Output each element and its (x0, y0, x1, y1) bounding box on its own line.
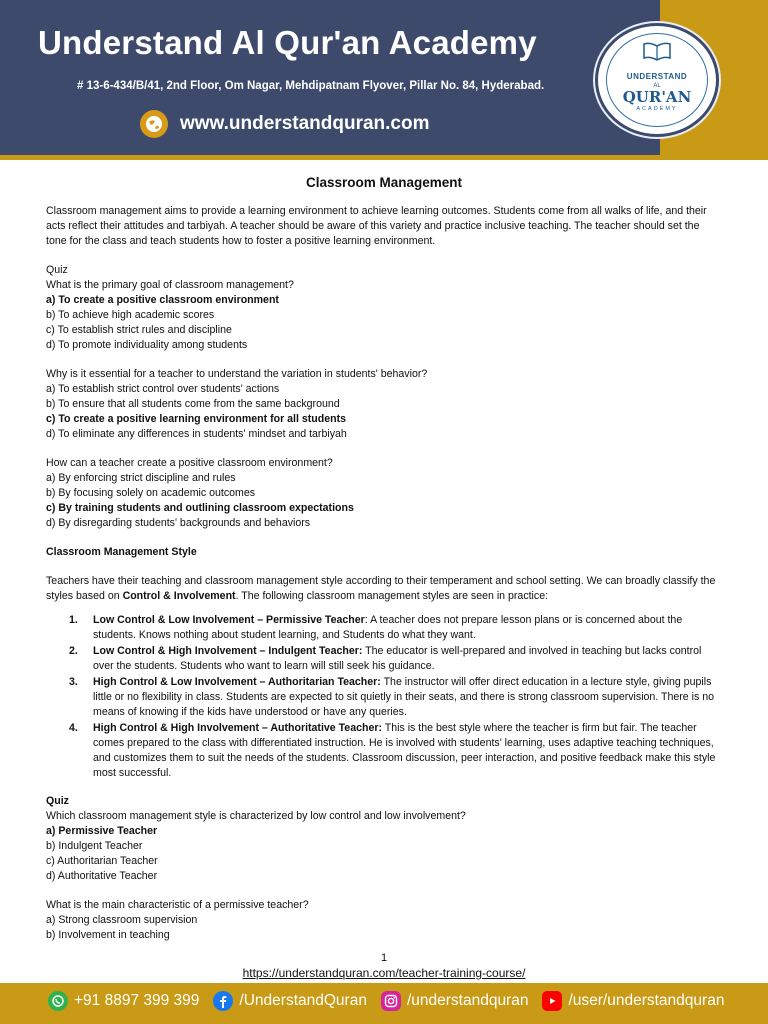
website-url[interactable]: www.understandquran.com (180, 113, 430, 134)
quiz-question: Which classroom management style is characterized by low control and low involvement? (46, 810, 466, 822)
instagram-icon (381, 991, 401, 1011)
document-body (46, 174, 722, 943)
quiz-option: a) To establish strict control over students' actions (46, 383, 280, 395)
quiz-label: Quiz (46, 264, 68, 276)
quiz-block (46, 898, 722, 943)
quiz-option: b) Indulgent Teacher (46, 840, 143, 852)
style-item: 1. Low Control & Low Involvement – Permissive Teacher: A teacher does not prepare lesson plans or is concerned about the students. Knows nothing about student learning, and Students do what they want. (69, 614, 683, 641)
quiz-question: What is the primary goal of classroom management? (46, 279, 294, 291)
page-number: 1 (380, 952, 388, 964)
quiz-block (46, 456, 722, 531)
section-heading: Classroom Management Style (46, 546, 197, 558)
contact-footer (0, 983, 768, 1024)
quiz-option: d) Authoritative Teacher (46, 870, 158, 882)
instagram-handle[interactable]: /understandquran (406, 992, 529, 1009)
youtube-icon (542, 991, 562, 1011)
style-item: 3. High Control & Low Involvement – Authoritarian Teacher: The instructor will offer direct education in a lecture style, giving pupils little or no flexibility in class. Students are expected to sit quietly in their seats, and there is strong classroom supervision. There is no means of knowing if the kids have understood or have any queries. (69, 676, 715, 718)
phone-number[interactable]: +91 8897 399 399 (74, 992, 200, 1009)
style-list (46, 613, 722, 781)
facebook-icon (213, 991, 233, 1011)
quiz-option: a) By enforcing strict discipline and rules (46, 472, 236, 484)
quiz-option-correct: c) To create a positive learning environment for all students (46, 413, 347, 425)
quiz-option: c) To establish strict rules and discipline (46, 324, 232, 336)
whatsapp-icon (48, 991, 68, 1011)
intro-paragraph: Classroom management aims to provide a learning environment to achieve learning outcomes. Students come from all walks of life, and their acts reflect their attitudes and tarbiyah. A teacher should be aware of this variety and practice inclusive teaching. The teacher should set the tone for the class and teach students how to foster a positive learning environment. (46, 205, 707, 247)
quiz-option: b) By focusing solely on academic outcomes (46, 487, 256, 499)
academy-address: # 13-6-434/B/41, 2nd Floor, Om Nagar, Mehdipatnam Flyover, Pillar No. 84, Hyderabad. (77, 80, 545, 92)
style-intro-paragraph: Teachers have their teaching and classroom management style according to their temperament and school setting. We can broadly classify the styles based on Control & Involvement. The following classroom management styles are seen in practice: (46, 575, 716, 602)
quiz-option: c) Authoritarian Teacher (46, 855, 158, 867)
quiz-option-correct: a) Permissive Teacher (46, 825, 158, 837)
letterhead-header (0, 0, 768, 160)
quiz-question: Why is it essential for a teacher to understand the variation in students' behavior? (46, 368, 428, 380)
quiz-option: d) By disregarding students' backgrounds and behaviors (46, 517, 311, 529)
facebook-handle[interactable]: /UnderstandQuran (239, 992, 367, 1009)
quiz-option-correct: c) By training students and outlining classroom expectations (46, 502, 354, 514)
open-book-icon (642, 40, 672, 62)
quiz-block (46, 263, 722, 353)
academy-title: Understand Al Qur'an Academy (38, 24, 537, 61)
youtube-handle[interactable]: /user/understandquran (568, 992, 725, 1009)
quiz-block (46, 367, 722, 442)
header-gold-stripe (0, 155, 768, 160)
style-item: 4. High Control & High Involvement – Authoritative Teacher: This is the best style where the teacher is firm but fair. The teacher comes prepared to the class with differentiated instruction. He is involved with students' learning, uses adaptive teaching techniques, and customizes them to suit the needs of the students. Classroom discussion, peer interaction, and positive feedback make this style most successful. (69, 722, 716, 779)
quiz-option-correct: a) To create a positive classroom environment (46, 294, 279, 306)
quiz-option: b) To achieve high academic scores (46, 309, 215, 321)
quiz-option: d) To eliminate any differences in students' mindset and tarbiyah (46, 428, 347, 440)
globe-icon (140, 110, 168, 138)
quiz-block (46, 794, 722, 884)
website-row (140, 110, 430, 138)
quiz-label: Quiz (46, 795, 69, 807)
academy-logo: UNDERSTAND AL QUR'AN ACADEMY (598, 26, 716, 134)
course-link[interactable]: https://understandquran.com/teacher-training-course/ (242, 966, 526, 980)
document-title: Classroom Management (305, 175, 463, 190)
quiz-option: d) To promote individuality among students (46, 339, 248, 351)
style-item: 2. Low Control & High Involvement – Indulgent Teacher: The educator is well-prepared and involved in teaching but lacks control over the students. Students who want to learn will still seek his guidance. (69, 645, 702, 672)
footer-contacts (48, 991, 724, 1011)
quiz-option: b) To ensure that all students come from the same background (46, 398, 340, 410)
quiz-option: b) Involvement in teaching (46, 929, 170, 941)
quiz-option: a) Strong classroom supervision (46, 914, 198, 926)
quiz-question: How can a teacher create a positive classroom environment? (46, 457, 333, 469)
quiz-question: What is the main characteristic of a permissive teacher? (46, 899, 309, 911)
